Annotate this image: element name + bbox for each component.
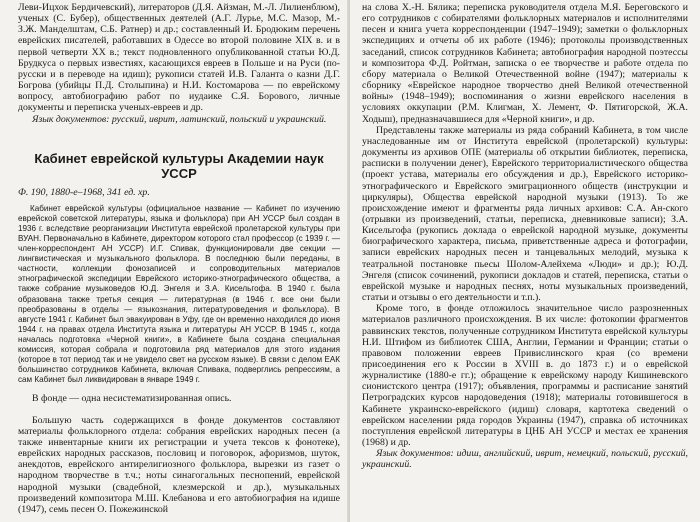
paragraph: Представлены также материалы из ряда собраний Кабинета, в том числе унаследованные им от Института еврейской (пролетарской) культуры: документы из архивов ОПЕ (материалы об открытии библиотек, переписка, расписки в получении денег), Еврейского территориалистического общества (проект устава, материалы его обсуждения и др.), Еврейского историко-этнографического и Еврейского эмиграционного обществ (инструкции и циркуляры), Общества еврейской народной музыки (1913). То же происхождение имеют и фрагменты ряда личных архивов: С.А. Ан-ского (отрывки из произведений, статьи, переписка, дневниковые записи); З.А. Кисельгофа (рукопись доклада о еврейской народной музыке, документы биографического характера, письма, приветственные адреса и фотографии, записи еврейских народных песен и танцевальных мелодий, музыка к театральной постановке пьесы Шолом-Алейхема «Люди» и др.); Ю.Д. Энгеля (список сочинений, рукописи докладов и статей, переписка, статьи о еврейской музыке и народных песнях, ноты музыкальных произведений, статьи и отзывы о его деятельности и т.п.). (362, 124, 688, 304)
paragraph: Большую часть содержащихся в фонде документов составляют материалы фольклорного отдела: собрания еврейских народных песен (а также инвентарные книги их регистрации и учета тексов к фонотеке), еврейских народных рассказов, пословиц и поговорок, афоризмов, шуток, анекдотов, еврейского антирелигиозного фольклора, вырезки из газет о народном творчестве в т.ч.; ноты синагогальных песнопений, еврейской народной музыки (свадебной, клезмерской и др.), музыкальных произведений композитора М.Ш. Клебанова и его автобиография на идише (1947), семь песен О. Пожежинской (18, 414, 340, 515)
paragraph: Леви-Ицхок Бердичевский), литераторов (Д.Я. Айзман, М.-Л. Лилиенблюм), ученых (С. Бубер), общественных деятелей (А.Г. Лурье, М.С. Мазор, М.-З.Ж. Манделштам, С.Б. Ратнер) и др.; составленный И. Бродюким перечень еврейских писателей, работавших в Одессе во второй половине XIX в. и в первой четверти XX в.; текст подновленного опубликованной статьи Ю.Д. Брудкуса о первых известиях, касающихся евреев в Польше и на Руси (по-русски и в переводе на идиш); рукописи статей И.В. Галанта о казни Д.Г. Богрова (убийцы П.Д. Столыпина) и Н.И. Костомарова — по еврейскому вопросу, автобиографию работ по иудаике С.Я. Борового, личные документы и переписка ученых-евреев и др. (18, 2, 340, 114)
history-note: Кабинет еврейской культуры (официальное название — Кабинет по изучению еврейской советской литературы, языка и фольклора) при АН УССР был создан в 1936 г. вследствие реорганизации Института еврейской пролетарской культуры при ВУАН. Первоначально в Кабинете, директором которого стал профессор (с 1939 г. — член-корреспондент АН УССР) И.Г. Спивак, функционировали две секции — лингвистическая и музыкального фольклора. В последнюю были переданы, в частности, коллекции фонозаписей и сопроводительных материалов этнографической экспедиции Еврейского историко-этнографического общества, а также собрание музыковедов Ю.Д. Энгеля и З.А. Кисельгофа. В 1940 г. была образована также третья секция — литературная (в 1946 г. все они были преобразованы в отделы — языкознания, литературоведения и фольклора). В августе 1941 г. Кабинет был эвакуирован в Уфу, где он временно находился до июня 1944 г. на правах отдела Института языка и литературы АН УССР. В 1945 г., когда началась подготовка «Черной книги», в Кабинете была создана специальная комиссия, которая собрала и подготовила ряд материалов для этого издания (которое в тот период так и не увидело свет на русском языке). В связи с делом ЕАК большинство сотрудников Кабинета, включая Спивака, подверглись репрессиям, а сам Кабинет был ликвидирован в январе 1949 г. (18, 203, 340, 385)
section-heading: Кабинет еврейской культуры Академии наук УССР (34, 150, 324, 181)
language-note: Язык документов: идиш, английский, иврит, немецкий, польский, русский, украинский. (362, 448, 688, 471)
language-note: Язык документов: русский, иврит, латинский, польский и украинский. (32, 113, 327, 125)
right-page (350, 0, 700, 522)
paragraph: Кроме того, в фонде отложилось значительное число разрозненных материалов различного происхождения. В их числе: фотокопии фрагментов раввинских текстов, полученные сотрудником Института еврейской культуры Н.И. Штифом из библиотек США, Англии, Германии и Франции; статьи о правовом положении евреев Привислинского края (со времени присоединения его к России в XVIII в. до 1873 г.) и о еврейской журналистике (1880-е гг.); обращение к еврейскому народу Кишиневского сионистского центра (1917); объявления, программы и расписание занятий Петроградских курсов народоведения (1918); материалы готовившегося в Кабинете украинско-еврейского (идиш) словаря, картотека сведений о еврейском населении ряда городов Украины (1947), справка об источниках поступления еврейской литературы в ЦНБ АН УССР и местах ее хранения (1968) и др. (362, 303, 688, 449)
fond-reference: Ф. 190, 1880-е–1968, 341 ед. хр. (18, 186, 150, 198)
paragraph: на слова Х.-Н. Бялика; переписка руководителя отдела М.Я. Береговского и его сотрудников с собирателями фольклорных материалов и исполнителями песен и книга учета корреспонденции (1947–1949); заметки о фольклорных экспедициях и отчеты об их работе (1946); протоколы производственных заседаний, список сотрудников Кабинета; автобиография народной поэтессы и композитора Ф.Д. Ройтман, записка о ее творчестве и работе отдела по сбору материала о Великой Отечественной войне (1947); материалы к сборнику «Еврейское народное творчество дней Великой отечественной войны» (1948–1949); воспоминания о жизни еврейского населения в условиях оккупации (Р.М. Клигман, Х. Лемент, Ф. Пятигорской, Ж.А. Ходыш), предназначавшиеся для «Черной книги», и др. (362, 2, 688, 125)
paragraph: В фонде — одна несистематизированная опись. (32, 393, 232, 405)
